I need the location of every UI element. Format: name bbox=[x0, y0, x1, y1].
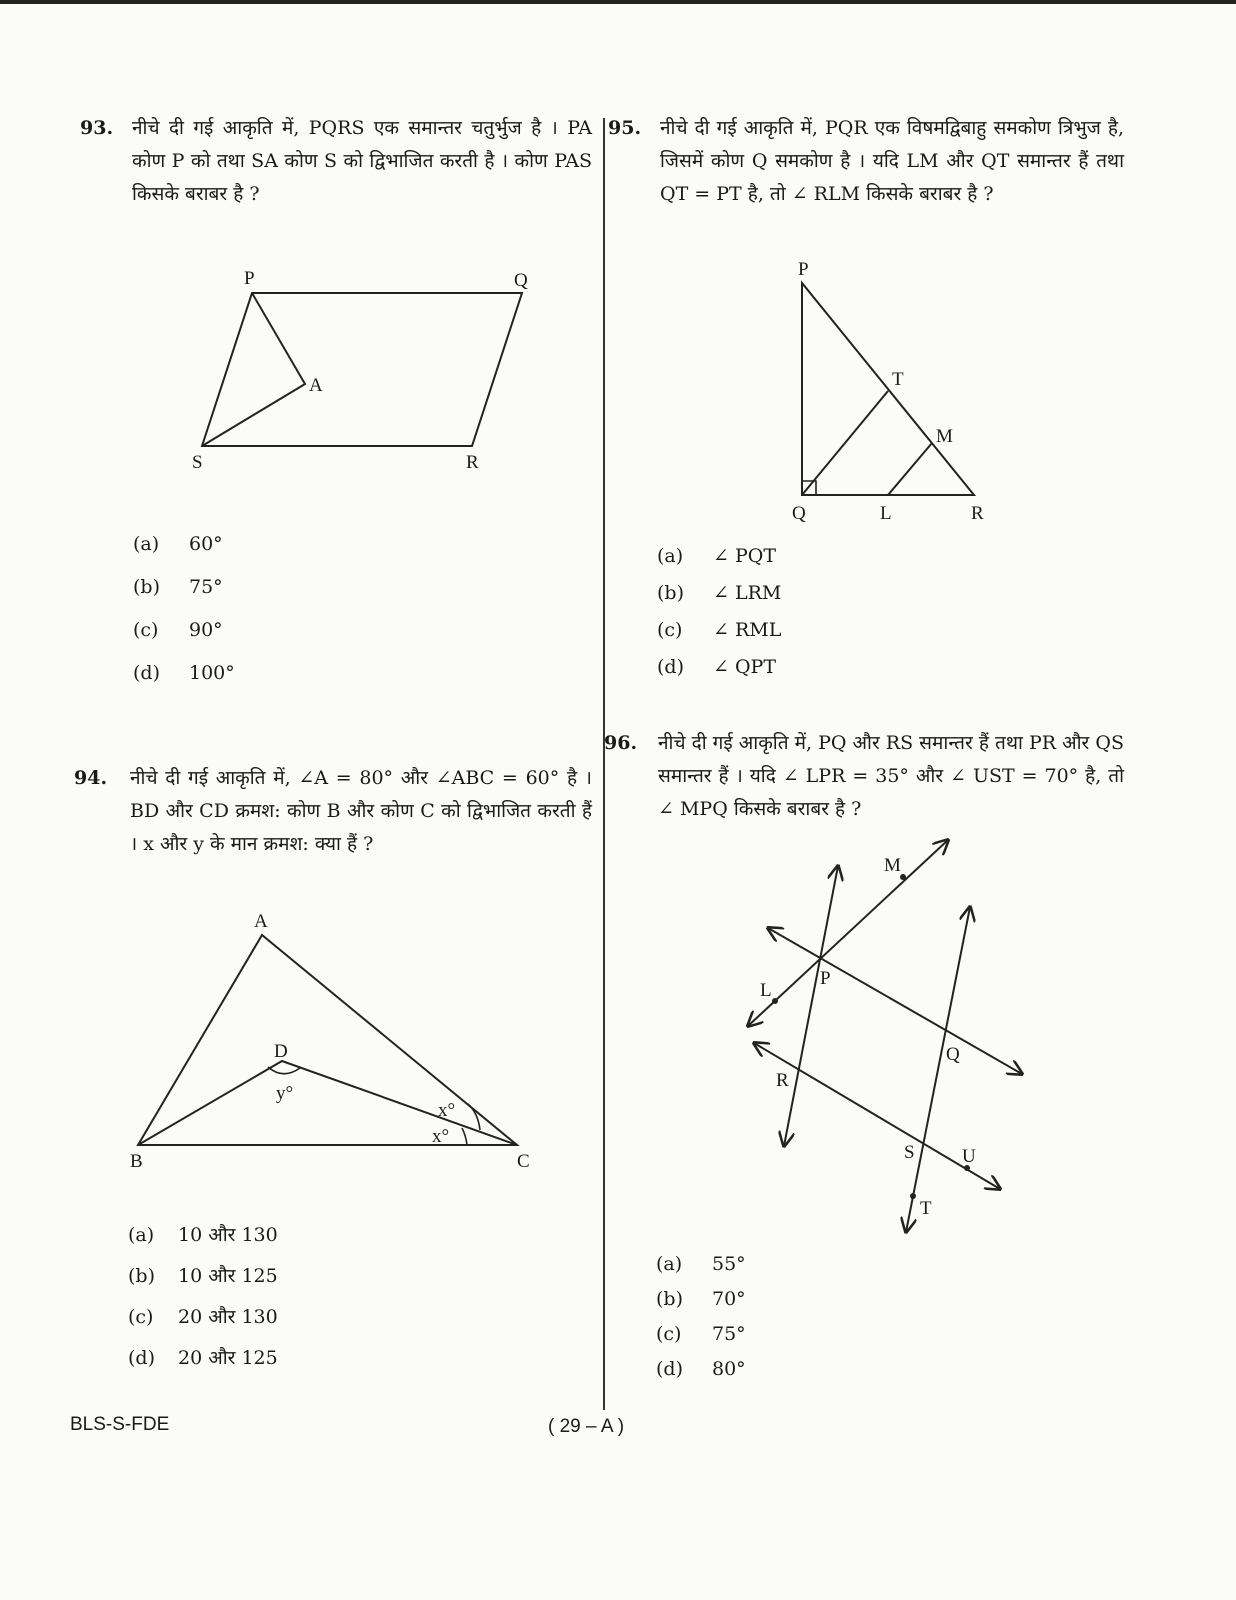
option-95-c[interactable]: (c) ∠ RML bbox=[657, 619, 782, 641]
option-96-c[interactable]: (c) 75° bbox=[656, 1323, 746, 1345]
point-label-s: S bbox=[904, 1142, 915, 1163]
option-93-d[interactable]: (d) 100° bbox=[133, 662, 235, 684]
vertex-label-a: A bbox=[254, 911, 268, 932]
question-text: नीचे दी गई आकृति में, PQRS एक समान्तर चतुर्भुज है । PA कोण P को तथा SA कोण S को द्विभाजित करती है । कोण PAS किसके बराबर है ? bbox=[132, 117, 592, 205]
question-95 bbox=[608, 112, 1124, 252]
option-94-c[interactable]: (c) 20 और 130 bbox=[128, 1306, 278, 1328]
page-number: ( 29 – A ) bbox=[548, 1416, 625, 1437]
point-label-u: U bbox=[962, 1146, 976, 1167]
vertex-label-a: A bbox=[309, 375, 323, 396]
point-label-l: L bbox=[760, 980, 772, 1001]
option-93-b[interactable]: (b) 75° bbox=[133, 576, 223, 598]
option-96-b[interactable]: (b) 70° bbox=[656, 1288, 746, 1310]
option-95-d[interactable]: (d) ∠ QPT bbox=[657, 656, 776, 678]
vertex-label-l: L bbox=[880, 503, 892, 524]
question-93 bbox=[80, 112, 592, 222]
vertex-label-p: P bbox=[244, 268, 255, 289]
question-number: 96. bbox=[604, 732, 638, 754]
vertex-label-r: R bbox=[466, 452, 479, 473]
option-95-b[interactable]: (b) ∠ LRM bbox=[657, 582, 782, 604]
angle-label-x-lower: x° bbox=[432, 1126, 450, 1147]
question-text: नीचे दी गई आकृति में, PQR एक विषमद्विबाहु समकोण त्रिभुज है, जिसमें कोण Q समकोण है । यदि LM और QT समान्तर हैं तथा QT = PT है, तो ∠ RLM किसके बराबर है ? bbox=[660, 117, 1124, 205]
question-96 bbox=[604, 727, 1124, 837]
vertex-label-t: T bbox=[892, 369, 904, 390]
angle-label-x-upper: x° bbox=[438, 1100, 456, 1121]
option-93-c[interactable]: (c) 90° bbox=[133, 619, 223, 641]
point-label-m: M bbox=[884, 855, 901, 876]
top-border bbox=[0, 0, 1236, 4]
vertex-label-m: M bbox=[936, 426, 953, 447]
option-94-b[interactable]: (b) 10 और 125 bbox=[128, 1265, 278, 1287]
figure-parallelogram-pqrs bbox=[180, 260, 540, 480]
option-95-a[interactable]: (a) ∠ PQT bbox=[657, 545, 776, 567]
vertex-label-r: R bbox=[971, 503, 984, 524]
option-94-a[interactable]: (a) 10 और 130 bbox=[128, 1224, 278, 1246]
question-text: नीचे दी गई आकृति में, ∠A = 80° और ∠ABC = 60° है । BD और CD क्रमश: कोण B और कोण C को द्विभाजित करती हैं । x और y के मान क्रमश: क्या हैं ? bbox=[130, 767, 592, 855]
vertex-label-b: B bbox=[130, 1151, 143, 1172]
question-number: 93. bbox=[80, 117, 114, 139]
question-number: 95. bbox=[608, 117, 642, 139]
option-93-a[interactable]: (a) 60° bbox=[133, 533, 223, 555]
question-text: नीचे दी गई आकृति में, PQ और RS समान्तर हैं तथा PR और QS समान्तर हैं । यदि ∠ LPR = 35° और ∠ UST = 70° है, तो ∠ MPQ किसके बराबर है ? bbox=[658, 732, 1124, 820]
question-number: 94. bbox=[74, 767, 108, 789]
point-label-t: T bbox=[920, 1198, 932, 1219]
vertex-label-c: C bbox=[517, 1151, 530, 1172]
vertex-label-s: S bbox=[192, 452, 203, 473]
option-96-d[interactable]: (d) 80° bbox=[656, 1358, 746, 1380]
vertex-label-q: Q bbox=[514, 270, 528, 291]
point-label-q: Q bbox=[946, 1044, 960, 1065]
option-96-a[interactable]: (a) 55° bbox=[656, 1253, 746, 1275]
vertex-label-p: P bbox=[798, 259, 809, 280]
figure-right-triangle-pqr bbox=[780, 255, 1010, 535]
vertex-label-d: D bbox=[274, 1041, 288, 1062]
point-label-r: R bbox=[776, 1070, 789, 1091]
question-94 bbox=[74, 762, 592, 902]
figure-parallel-lines bbox=[740, 840, 1030, 1240]
angle-label-y: y° bbox=[276, 1083, 294, 1104]
option-94-d[interactable]: (d) 20 और 125 bbox=[128, 1347, 278, 1369]
booklet-code: BLS-S-FDE bbox=[70, 1414, 170, 1435]
vertex-label-q: Q bbox=[792, 503, 806, 524]
point-label-p: P bbox=[820, 968, 831, 989]
figure-triangle-abc bbox=[120, 905, 550, 1175]
